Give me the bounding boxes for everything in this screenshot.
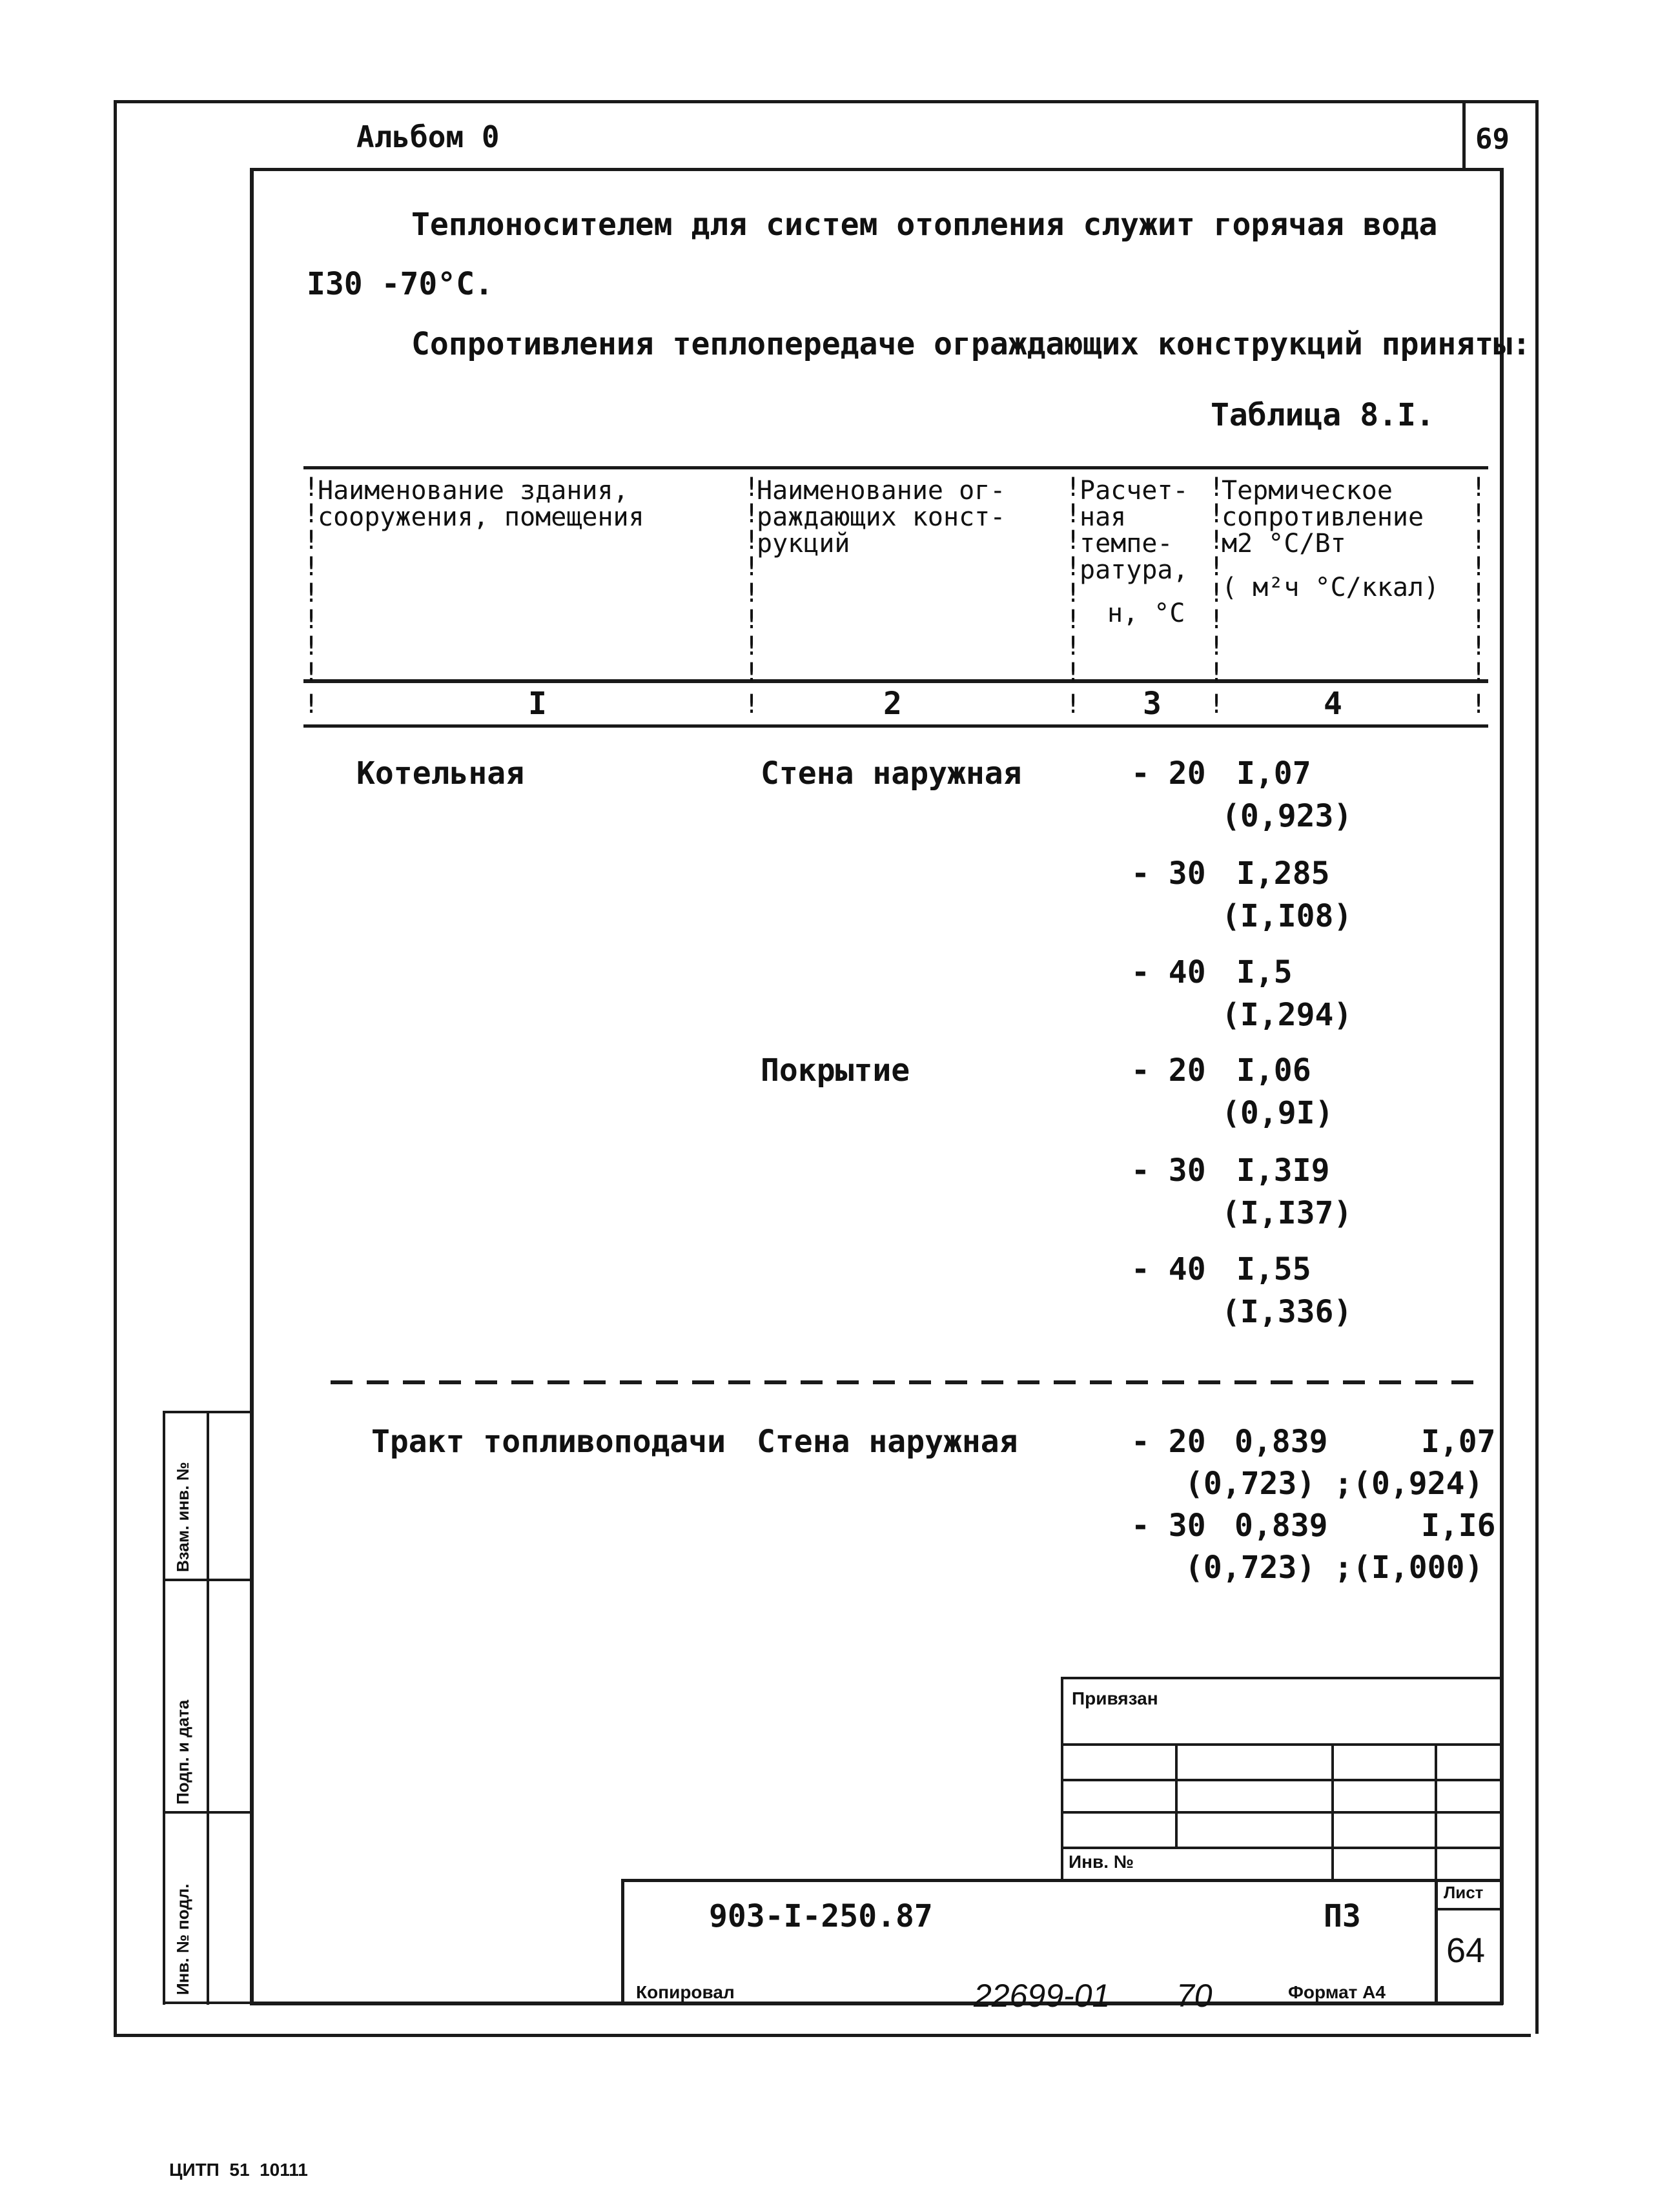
col1-header-l2: сооружения, помещения bbox=[318, 502, 644, 532]
row4-element: Покрытие bbox=[761, 1052, 910, 1089]
dash-segment bbox=[331, 1380, 353, 1384]
dash-segment bbox=[1054, 1380, 1076, 1384]
col4-header-l3: м2 °С/Вт bbox=[1222, 529, 1346, 558]
side-stamp-div2 bbox=[163, 1811, 253, 1814]
dash-segment bbox=[511, 1380, 533, 1384]
col4-header-l2: сопротивление bbox=[1222, 502, 1424, 532]
dash-segment bbox=[548, 1380, 569, 1384]
col2-number: 2 bbox=[883, 686, 902, 722]
linked-grid-v3 bbox=[1435, 1743, 1437, 1880]
row2-temp: - 30 bbox=[1131, 855, 1206, 892]
linked-grid-v2 bbox=[1331, 1743, 1334, 1880]
col3-header-l2: ная bbox=[1080, 502, 1127, 532]
inner-frame-top bbox=[250, 168, 1503, 171]
dash-segment bbox=[584, 1380, 606, 1384]
sheet-box-left bbox=[1435, 1879, 1438, 2005]
sheet-box-divider bbox=[1435, 1908, 1503, 1910]
dash-segment bbox=[1343, 1380, 1365, 1384]
col1-header-l1: Наименование здания, bbox=[318, 476, 629, 506]
dash-segment bbox=[1307, 1380, 1329, 1384]
row3-value: I,5 bbox=[1236, 954, 1293, 990]
dash-segment bbox=[1198, 1380, 1220, 1384]
album-title: Альбом 0 bbox=[356, 119, 500, 154]
row1-temp: - 20 bbox=[1131, 755, 1206, 792]
col4-header-l4: ( м²ч °С/ккал) bbox=[1222, 573, 1440, 602]
row4-value: I,06 bbox=[1236, 1052, 1311, 1089]
row7-temp: - 20 bbox=[1131, 1424, 1206, 1460]
dash-segment bbox=[1234, 1380, 1256, 1384]
col-sep-3: ! ! ! ! ! ! ! ! bbox=[1209, 473, 1225, 688]
num-sep-1: ! bbox=[744, 690, 760, 719]
row1-element: Стена наружная bbox=[761, 755, 1022, 792]
row1-value-kcal: (0,923) bbox=[1222, 798, 1353, 834]
handwritten-page: 70 bbox=[1176, 1978, 1213, 2014]
dash-segment bbox=[692, 1380, 714, 1384]
col3-header-l5: н, °С bbox=[1107, 599, 1185, 628]
num-sep-2: ! bbox=[1065, 690, 1081, 719]
org-code: ЦИТП 51 10111 bbox=[169, 2160, 308, 2180]
table-header-bottom-line bbox=[303, 679, 1488, 683]
side-stamp-div1 bbox=[163, 1579, 253, 1581]
dash-segment bbox=[1018, 1380, 1039, 1384]
dash-segment bbox=[620, 1380, 642, 1384]
copied-label: Копировал bbox=[636, 1982, 735, 2002]
row5-value: I,3I9 bbox=[1236, 1152, 1330, 1189]
title-block-left bbox=[621, 1879, 624, 2005]
row5-temp: - 30 bbox=[1131, 1152, 1206, 1189]
row4-value-kcal: (0,9I) bbox=[1222, 1095, 1334, 1131]
side-stamp-field2: Подп. и дата bbox=[173, 1699, 192, 1805]
dash-segment bbox=[1271, 1380, 1293, 1384]
doc-section: ПЗ bbox=[1324, 1898, 1361, 1934]
side-stamp-field1: Взам. инв. № bbox=[173, 1462, 192, 1572]
side-stamp-bottom bbox=[163, 2002, 253, 2004]
inv-no-label: Инв. № bbox=[1069, 1852, 1134, 1872]
row7-building: Тракт топливоподачи bbox=[371, 1424, 726, 1460]
dash-segment bbox=[1379, 1380, 1401, 1384]
dash-segment bbox=[728, 1380, 750, 1384]
row3-value-kcal: (I,294) bbox=[1222, 997, 1353, 1033]
table-number-row-line bbox=[303, 724, 1488, 728]
dash-segment bbox=[367, 1380, 389, 1384]
linked-label: Привязан bbox=[1072, 1688, 1158, 1708]
inner-frame-left bbox=[250, 168, 254, 2005]
outer-frame-right bbox=[1535, 100, 1539, 2034]
col3-header-l1: Расчет- bbox=[1080, 476, 1189, 506]
row2-value-kcal: (I,I08) bbox=[1222, 898, 1353, 934]
table-label: Таблица 8.I. bbox=[1211, 397, 1435, 433]
col3-header-l3: темпе- bbox=[1080, 529, 1173, 558]
format-label: Формат А4 bbox=[1288, 1982, 1386, 2002]
dash-segment bbox=[801, 1380, 823, 1384]
dash-segment bbox=[1126, 1380, 1148, 1384]
row5-value-kcal: (I,I37) bbox=[1222, 1195, 1353, 1231]
col1-number: I bbox=[528, 686, 547, 722]
dash-segment bbox=[439, 1380, 461, 1384]
dash-segment bbox=[1451, 1380, 1473, 1384]
row1-value: I,07 bbox=[1236, 755, 1311, 792]
row6-temp: - 40 bbox=[1131, 1251, 1206, 1287]
side-stamp-field3: Инв. № подл. bbox=[173, 1883, 192, 1995]
handwritten-number: 22699-01 bbox=[974, 1978, 1111, 2014]
col2-header-l3: рукций bbox=[757, 529, 850, 558]
sheet-label: Лист bbox=[1444, 1883, 1484, 1902]
num-sep-0: ! bbox=[303, 690, 320, 719]
title-block-top bbox=[621, 1879, 1503, 1882]
col-sep-0: ! ! ! ! ! ! ! ! bbox=[303, 473, 320, 688]
dash-segment bbox=[1090, 1380, 1112, 1384]
dash-segment bbox=[873, 1380, 895, 1384]
dashed-separator bbox=[331, 1380, 1486, 1384]
row1-building: Котельная bbox=[356, 755, 525, 792]
dash-segment bbox=[981, 1380, 1003, 1384]
inner-frame-right bbox=[1500, 168, 1504, 2005]
side-stamp-left bbox=[163, 1411, 165, 2005]
row6-value-kcal: (I,336) bbox=[1222, 1294, 1353, 1330]
col3-header-l4: ратура, bbox=[1080, 555, 1189, 585]
table-top-line bbox=[303, 466, 1488, 469]
col4-number: 4 bbox=[1324, 686, 1342, 722]
row7-element: Стена наружная bbox=[757, 1424, 1018, 1460]
num-sep-3: ! bbox=[1209, 690, 1225, 719]
row4-temp: - 20 bbox=[1131, 1052, 1206, 1089]
dash-segment bbox=[837, 1380, 859, 1384]
dash-segment bbox=[403, 1380, 425, 1384]
side-stamp-top bbox=[163, 1411, 253, 1413]
intro-line-3: Сопротивления теплопередаче ограждающих конструкций приняты: bbox=[411, 326, 1531, 362]
outer-frame-top bbox=[114, 100, 1539, 103]
page-number: 69 bbox=[1475, 123, 1510, 156]
row3-temp: - 40 bbox=[1131, 954, 1206, 990]
linked-box-top bbox=[1061, 1677, 1503, 1679]
row2-value: I,285 bbox=[1236, 855, 1330, 892]
col2-header-l1: Наименование ог- bbox=[757, 476, 1006, 506]
col-sep-2: ! ! ! ! ! ! ! ! bbox=[1065, 473, 1081, 688]
col4-header-l1: Термическое bbox=[1222, 476, 1393, 506]
sheet-number: 64 bbox=[1446, 1931, 1486, 1970]
col2-header-l2: раждающих конст- bbox=[757, 502, 1006, 532]
row6-value: I,55 bbox=[1236, 1251, 1311, 1287]
outer-frame-left bbox=[114, 100, 117, 2037]
row8-temp: - 30 bbox=[1131, 1508, 1206, 1544]
dash-segment bbox=[909, 1380, 931, 1384]
row8-value-kcal: (0,723) ;(I,000) bbox=[1185, 1550, 1484, 1586]
outer-frame-bottom bbox=[114, 2034, 1531, 2037]
intro-line-2: I30 -70°C. bbox=[307, 266, 493, 302]
dash-segment bbox=[1162, 1380, 1184, 1384]
row8-value: 0,839 I,I6 bbox=[1234, 1508, 1496, 1544]
intro-line-1: Теплоносителем для систем отопления служит горячая вода bbox=[411, 207, 1438, 243]
linked-grid-v1 bbox=[1175, 1743, 1178, 1847]
dash-segment bbox=[1415, 1380, 1437, 1384]
col-sep-1: ! ! ! ! ! ! ! ! bbox=[744, 473, 760, 688]
dash-segment bbox=[656, 1380, 678, 1384]
doc-code: 903-I-250.87 bbox=[709, 1898, 933, 1934]
page-number-box-left bbox=[1462, 100, 1466, 171]
dash-segment bbox=[475, 1380, 497, 1384]
row7-value: 0,839 I,07 bbox=[1234, 1424, 1496, 1460]
dash-segment bbox=[945, 1380, 967, 1384]
dash-segment bbox=[764, 1380, 786, 1384]
row7-value-kcal: (0,723) ;(0,924) bbox=[1185, 1466, 1484, 1502]
col3-number: 3 bbox=[1143, 686, 1162, 722]
side-stamp-mid bbox=[207, 1411, 209, 2005]
col-sep-4: ! ! ! ! ! ! ! ! bbox=[1471, 473, 1487, 688]
num-sep-4: ! bbox=[1471, 690, 1487, 719]
